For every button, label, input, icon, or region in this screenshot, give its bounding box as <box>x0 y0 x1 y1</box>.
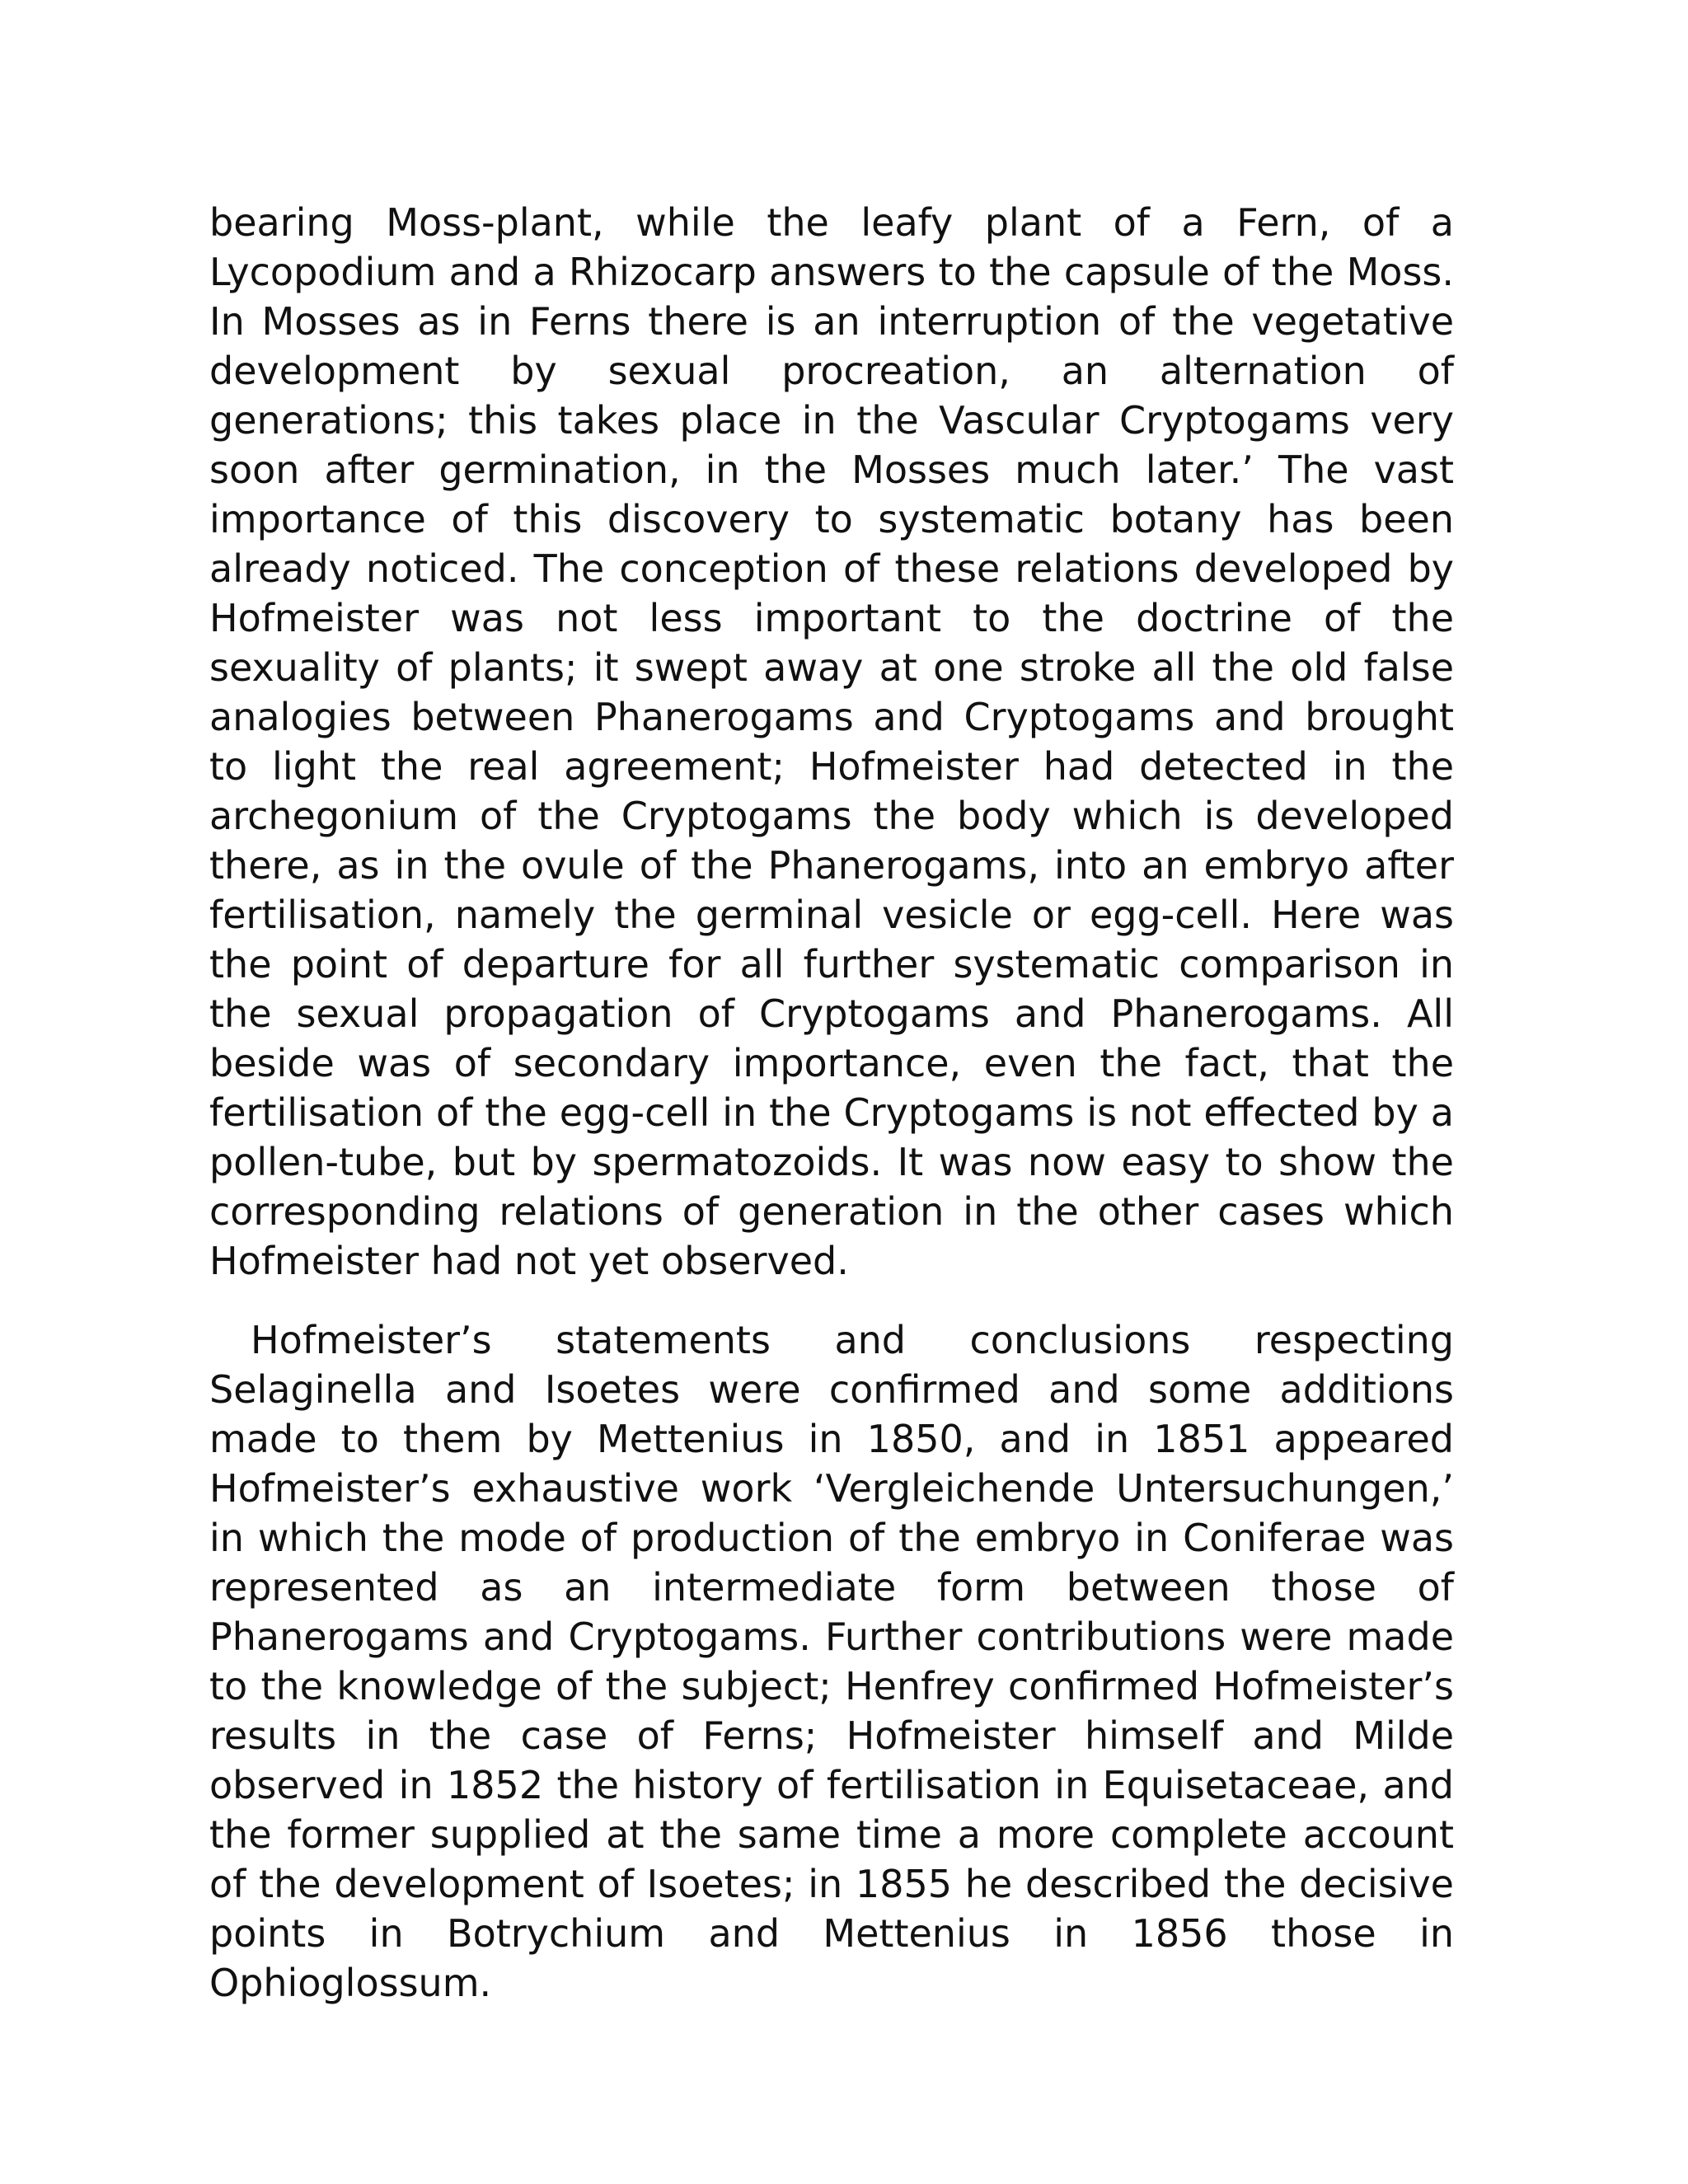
paragraph-2: Hofmeister’s statements and conclusions respecting Selaginella and Isoetes were confirmed and some additions made to them by Mettenius in 1850, and in 1851 appeared Hofmeister’s exhaustive work ‘Vergleichende Untersuchungen,’ in which the mode of production of the embryo in Coniferae was represented as an intermediate form between those of Phanerogams and Cryptogams. Further contributions were made to the knowledge of the subject; Henfrey confirmed Hofmeister’s results in the case of Ferns; Hofmeister himself and Milde observed in 1852 the history of fertilisation in Equisetaceae, and the former supplied at the same time a more complete account of the development of Isoetes; in 1855 he described the decisive points in Botrychium and Mettenius in 1856 those in Ophioglossum. <box>209 1318 1454 2005</box>
document-page <box>209 198 1454 2008</box>
paragraph-1: bearing Moss-plant, while the leafy plant of a Fern, of a Lycopodium and a Rhizocarp answers to the capsule of the Moss. In Mosses as in Ferns there is an interruption of the vegetative development by sexual procreation, an alternation of generations; this takes place in the Vascular Cryptogams very soon after germination, in the Mosses much later.’ The vast importance of this discovery to systematic botany has been already noticed. The conception of these relations developed by Hofmeister was not less important to the doctrine of the sexuality of plants; it swept away at one stroke all the old false analogies between Phanerogams and Cryptogams and brought to light the real agreement; Hofmeister had detected in the archegonium of the Cryptogams the body which is developed there, as in the ovule of the Phanerogams, into an embryo after fertilisation, namely the germinal vesicle or egg-cell. Here was the point of departure for all further systematic comparison in the sexual propagation of Cryptogams and Phanerogams. All beside was of secondary importance, even the fact, that the fertilisation of the egg-cell in the Cryptogams is not effected by a pollen-tube, but by spermatozoids. It was now easy to show the corresponding relations of generation in the other cases which Hofmeister had not yet observed. <box>209 200 1454 1283</box>
